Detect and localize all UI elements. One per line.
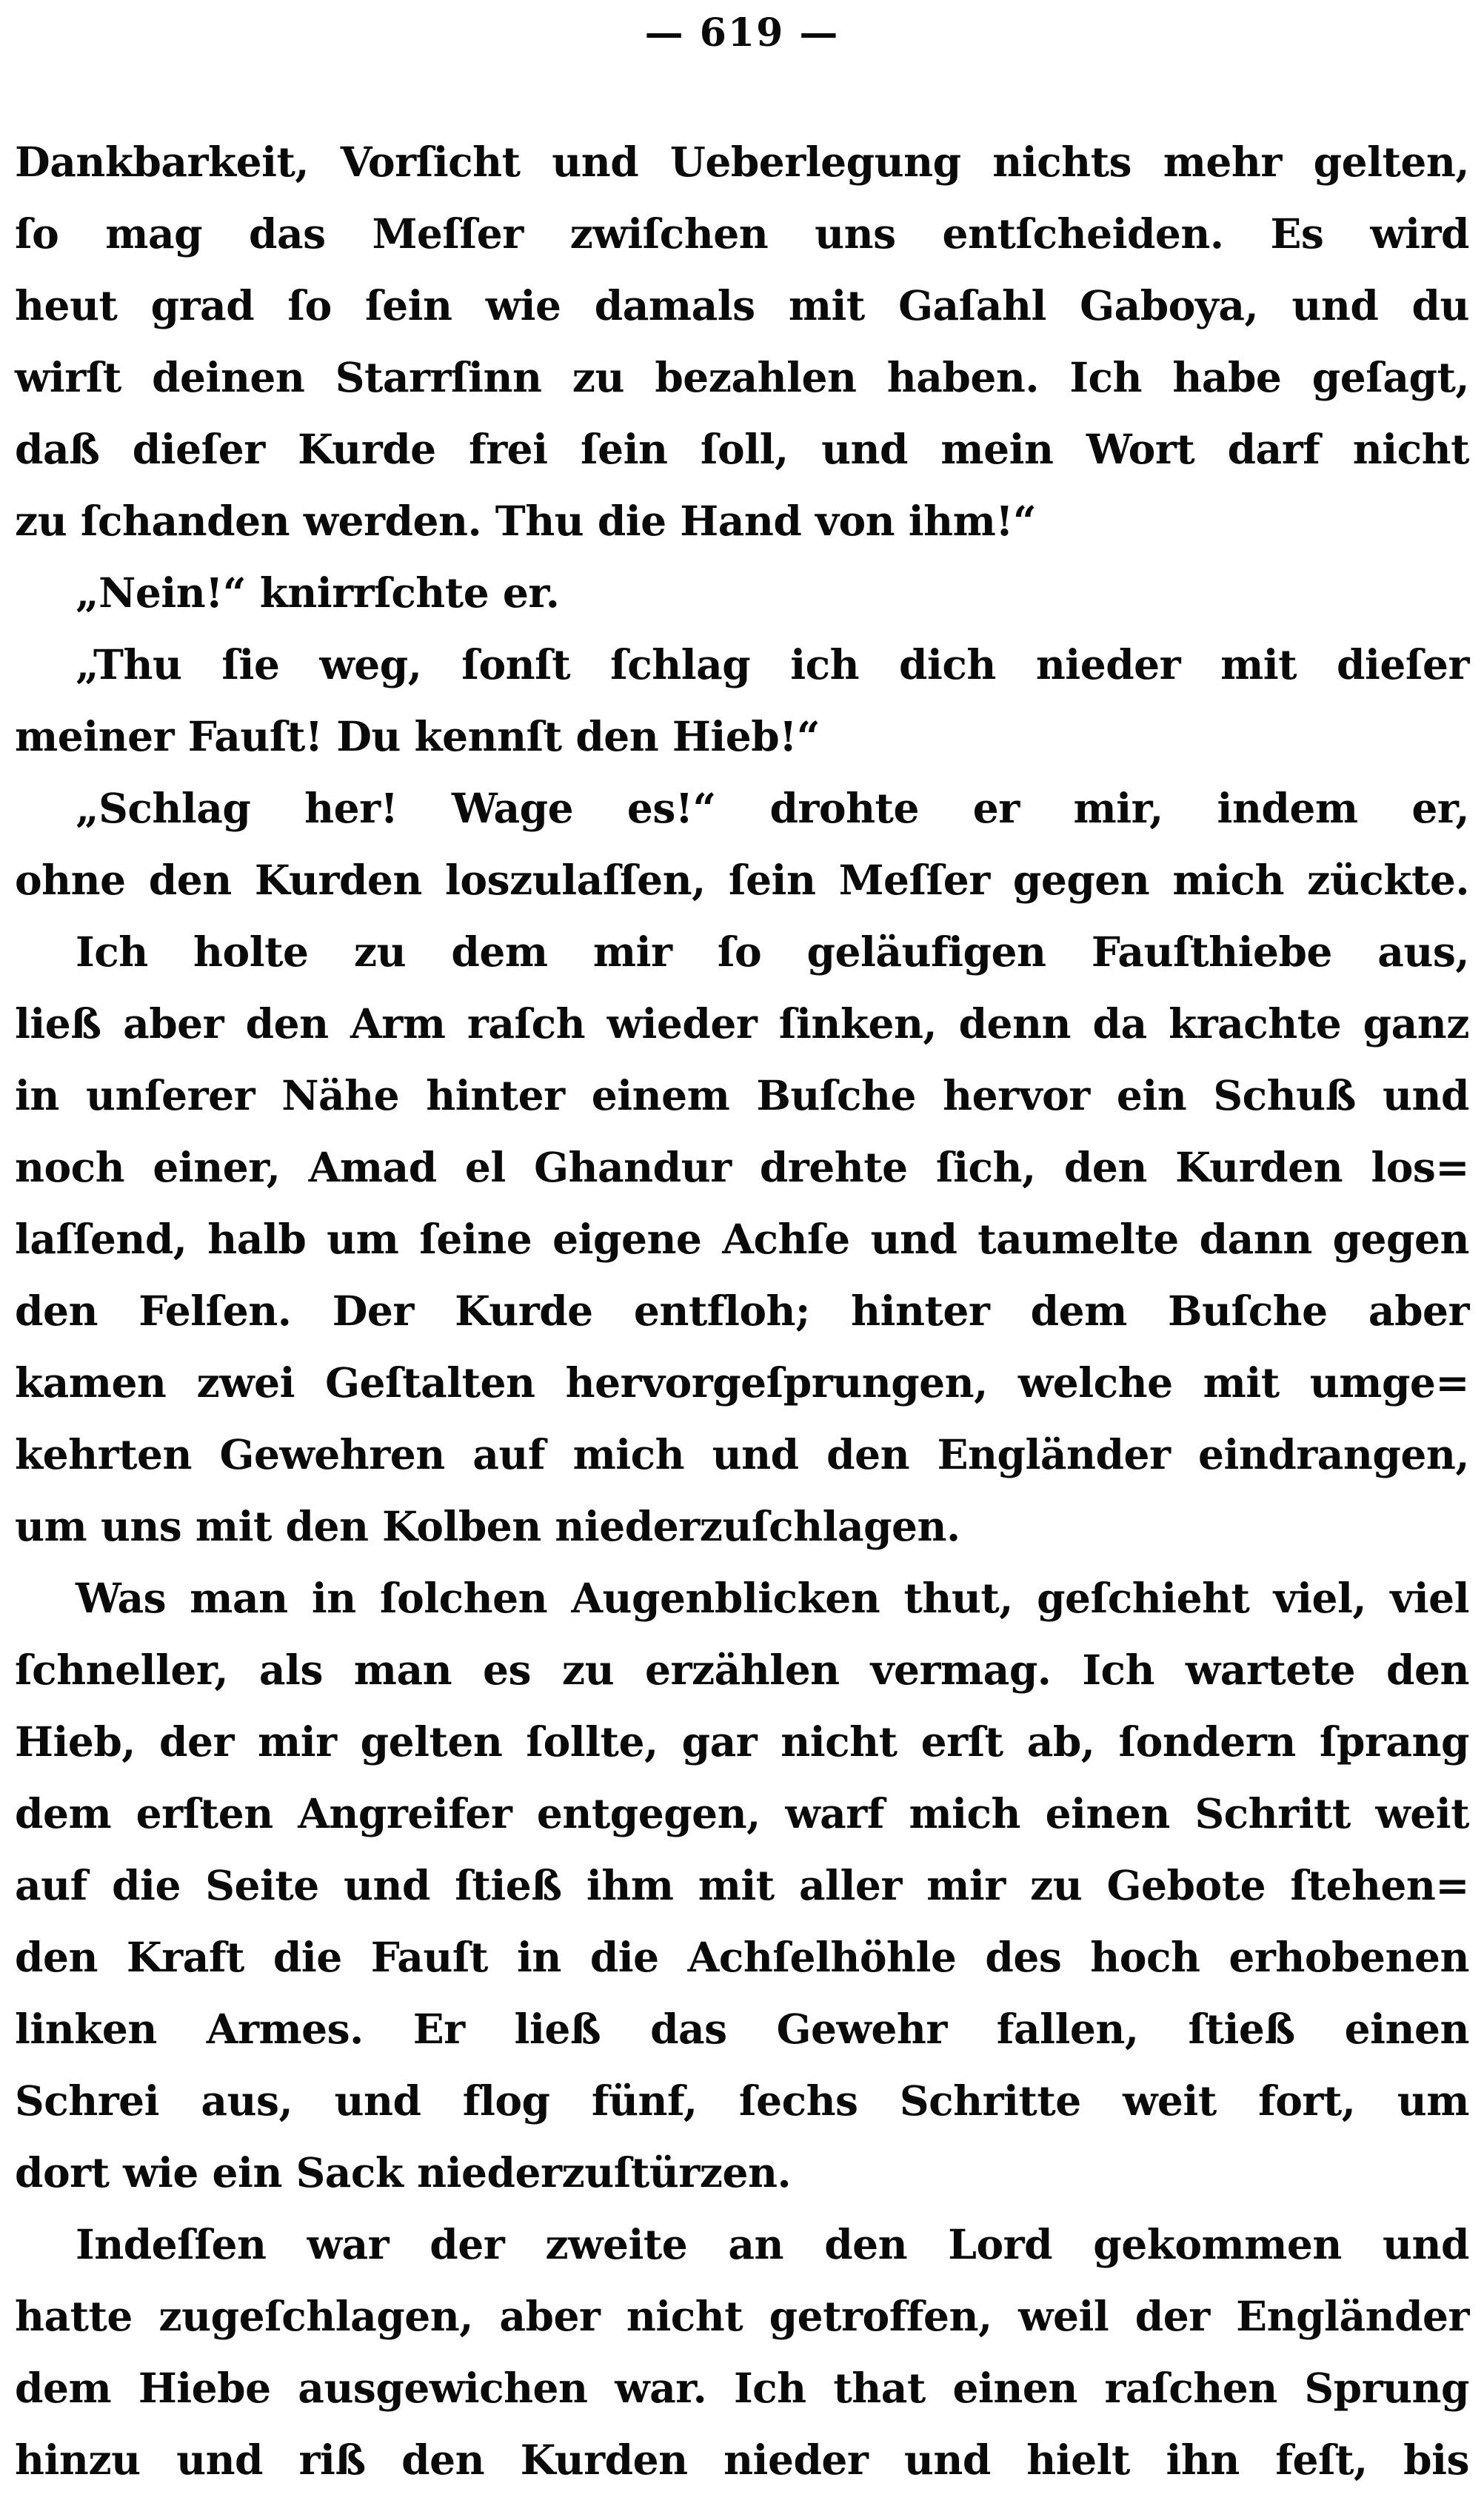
text-line: „Thu ſie weg, ſonſt ſchlag ich dich nieder mit dieſer [76,640,1469,688]
paragraph [15,557,1469,629]
paragraph [15,1562,1469,2208]
page-body [15,126,1469,2496]
text-line: Schrei aus, und flog fünf, ſechs Schritte weit fort, um [15,2077,1469,2125]
text-line: auf die Seite und ſtieß ihm mit aller mir zu Gebote ſtehen= [15,1861,1469,1909]
paragraph [15,916,1469,1562]
text-line: wirſt deinen Starrſinn zu bezahlen haben. Ich habe geſagt, [15,353,1469,401]
text-line: dem erſten Angreifer entgegen, warf mich einen Schritt weit [15,1789,1469,1837]
text-line: um uns mit den Kolben niederzuſchlagen. [15,1502,960,1550]
text-line: linken Armes. Er ließ das Gewehr fallen, ſtieß einen [15,2005,1469,2053]
text-line: in unſerer Nähe hinter einem Buſche hervor ein Schuß und [15,1071,1469,1119]
text-line: den Kraft die Fauſt in die Achſelhöhle des hoch erhobenen [15,1933,1469,1981]
text-line: ſo mag das Meſſer zwiſchen uns entſcheiden. Es wird [15,210,1469,258]
page-number: — 619 — [644,10,840,56]
text-line: noch einer, Amad el Ghandur drehte ſich, den Kurden los= [15,1143,1469,1191]
text-line: „Schlag her! Wage es!“ drohte er mir, indem er, [76,784,1469,832]
paragraph [15,2208,1469,2496]
text-line: dort wie ein Sack niederzuſtürzen. [15,2148,792,2196]
text-line: Was man in ſolchen Augenblicken thut, geſchieht viel, viel [76,1574,1469,1622]
text-line: Ich holte zu dem mir ſo geläufigen Fauſthiebe aus, [76,928,1469,976]
text-line: heut grad ſo ſein wie damals mit Gaſahl Gaboya, und du [15,281,1469,329]
text-line: ſchneller, als man es zu erzählen vermag. Ich wartete den [15,1646,1469,1694]
text-line: Dankbarkeit, Vorſicht und Ueberlegung nichts mehr gelten, [15,138,1469,186]
text-line: kehrten Gewehren auf mich und den Engländer eindrangen, [15,1430,1469,1478]
text-line: daß dieſer Kurde frei ſein ſoll, und mein Wort darf nicht [15,425,1469,473]
paragraph [15,629,1469,772]
page-header [15,10,1469,56]
paragraph [15,126,1469,557]
text-line: ließ aber den Arm raſch wieder ſinken, denn da krachte ganz [15,999,1469,1048]
text-line: ohne den Kurden loszulaſſen, ſein Meſſer gegen mich zückte. [15,856,1469,904]
text-line: zu ſchanden werden. Thu die Hand von ihm!“ [15,497,1037,545]
text-line: Indeſſen war der zweite an den Lord gekommen und [76,2220,1469,2268]
text-line: hinzu und riß den Kurden nieder und hielt ihn feſt, bis [15,2436,1469,2484]
paragraph [15,772,1469,916]
text-line: meiner Fauſt! Du kennſt den Hieb!“ [15,712,820,760]
text-line: den Felſen. Der Kurde entfloh; hinter dem Buſche aber [15,1287,1469,1335]
text-line: „Nein!“ knirrſchte er. [76,569,560,617]
text-line: Hieb, der mir gelten ſollte, gar nicht erſt ab, ſondern ſprang [15,1718,1469,1766]
text-line: dem Hiebe ausgewichen war. Ich that einen raſchen Sprung [15,2364,1469,2412]
text-line: hatte zugeſchlagen, aber nicht getroffen, weil der Engländer [15,2292,1469,2340]
text-line: kamen zwei Geſtalten hervorgeſprungen, welche mit umge= [15,1358,1469,1407]
text-line: laſſend, halb um ſeine eigene Achſe und taumelte dann gegen [15,1215,1469,1263]
